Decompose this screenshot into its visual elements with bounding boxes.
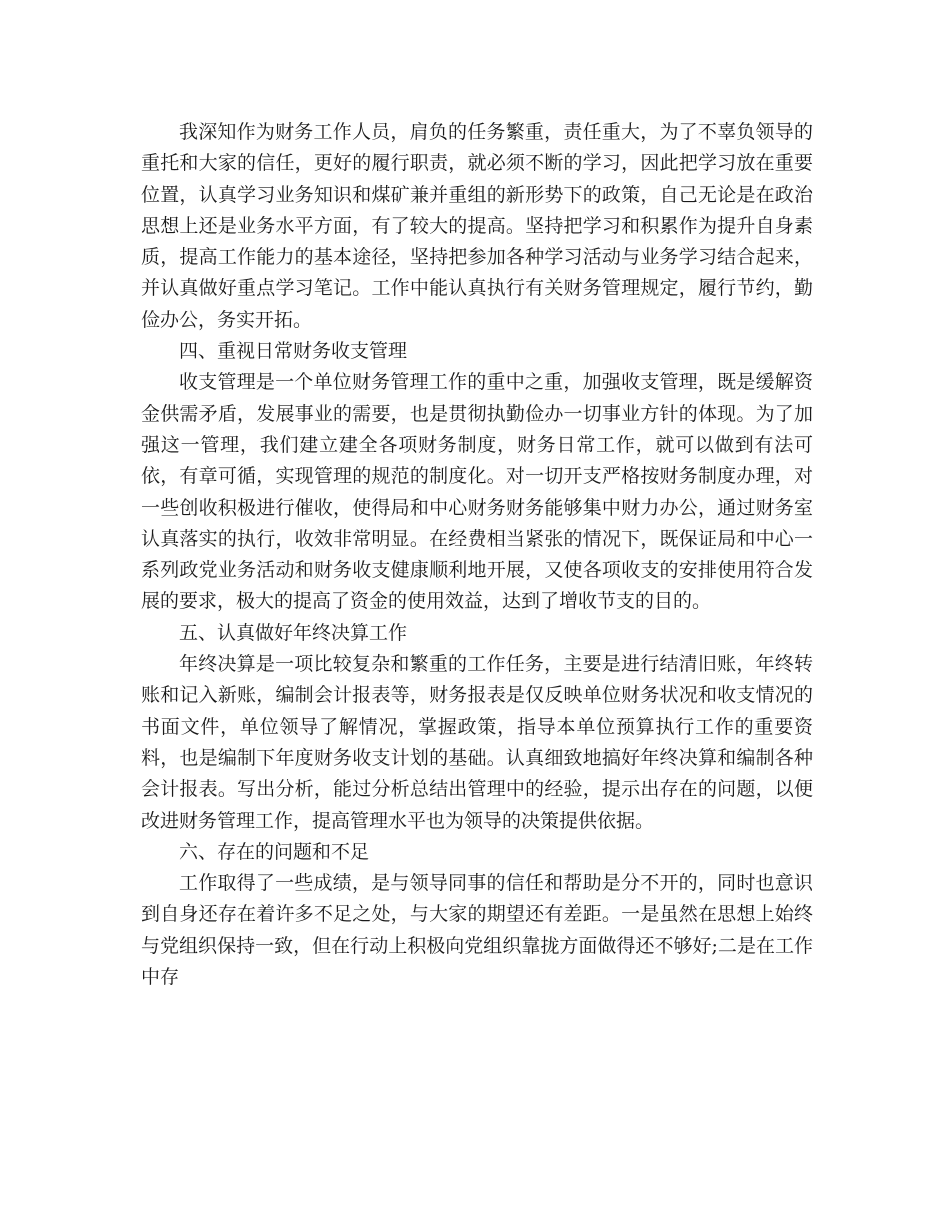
heading-section-6: 六、存在的问题和不足 bbox=[179, 840, 370, 863]
heading-section-5: 五、认真做好年终决算工作 bbox=[179, 621, 408, 644]
paragraph-problems: 工作取得了一些成绩，是与领导同事的信任和帮助是分不开的，同时也意识到自身还存在着许多不足之处，与大家的期望还有差距。一是虽然在思想上始终与党组织保持一致，但在行动上积极向党组织靠拢方面做得还不够好;二是在工作中存 bbox=[141, 872, 813, 989]
document-body bbox=[141, 117, 813, 993]
paragraph-study: 我深知作为财务工作人员，肩负的任务繁重，责任重大，为了不辜负领导的重托和大家的信任，更好的履行职责，就必须不断的学习，因此把学习放在重要位置，认真学习业务知识和煤矿兼并重组的新形势下的政策，自己无论是在政治思想上还是业务水平方面，有了较大的提高。坚持把学习和积累作为提升自身素质，提高工作能力的基本途径，坚持把参加各种学习活动与业务学习结合起来，并认真做好重点学习笔记。工作中能认真执行有关财务管理规定，履行节约，勤俭办公，务实开拓。 bbox=[141, 121, 813, 331]
paragraph-income-expense: 收支管理是一个单位财务管理工作的重中之重，加强收支管理，既是缓解资金供需矛盾，发展事业的需要，也是贯彻执勤俭办一切事业方针的体现。为了加强这一管理，我们建立建全各项财务制度，财务日常工作，就可以做到有法可依，有章可循，实现管理的规范的制度化。对一切开支严格按财务制度办理，对一些创收积极进行催收，使得局和中心财务财务能够集中财力办公，通过财务室认真落实的执行，收效非常明显。在经费相当紧张的情况下，既保证局和中心一系列政党业务活动和财务收支健康顺利地开展，又使各项收支的安排使用符合发展的要求，极大的提高了资金的使用效益，达到了增收节支的目的。 bbox=[141, 371, 813, 613]
paragraph-year-end: 年终决算是一项比较复杂和繁重的工作任务，主要是进行结清旧账，年终转账和记入新账，编制会计报表等，财务报表是仅反映单位财务状况和收支情况的书面文件，单位领导了解情况，掌握政策，指导本单位预算执行工作的重要资料，也是编制下年度财务收支计划的基础。认真细致地搞好年终决算和编制各种会计报表。写出分析，能过分析总结出管理中的经验，提示出存在的问题，以便改进财务管理工作，提高管理水平也为领导的决策提供依据。 bbox=[141, 653, 813, 832]
heading-section-4: 四、重视日常财务收支管理 bbox=[179, 340, 408, 363]
